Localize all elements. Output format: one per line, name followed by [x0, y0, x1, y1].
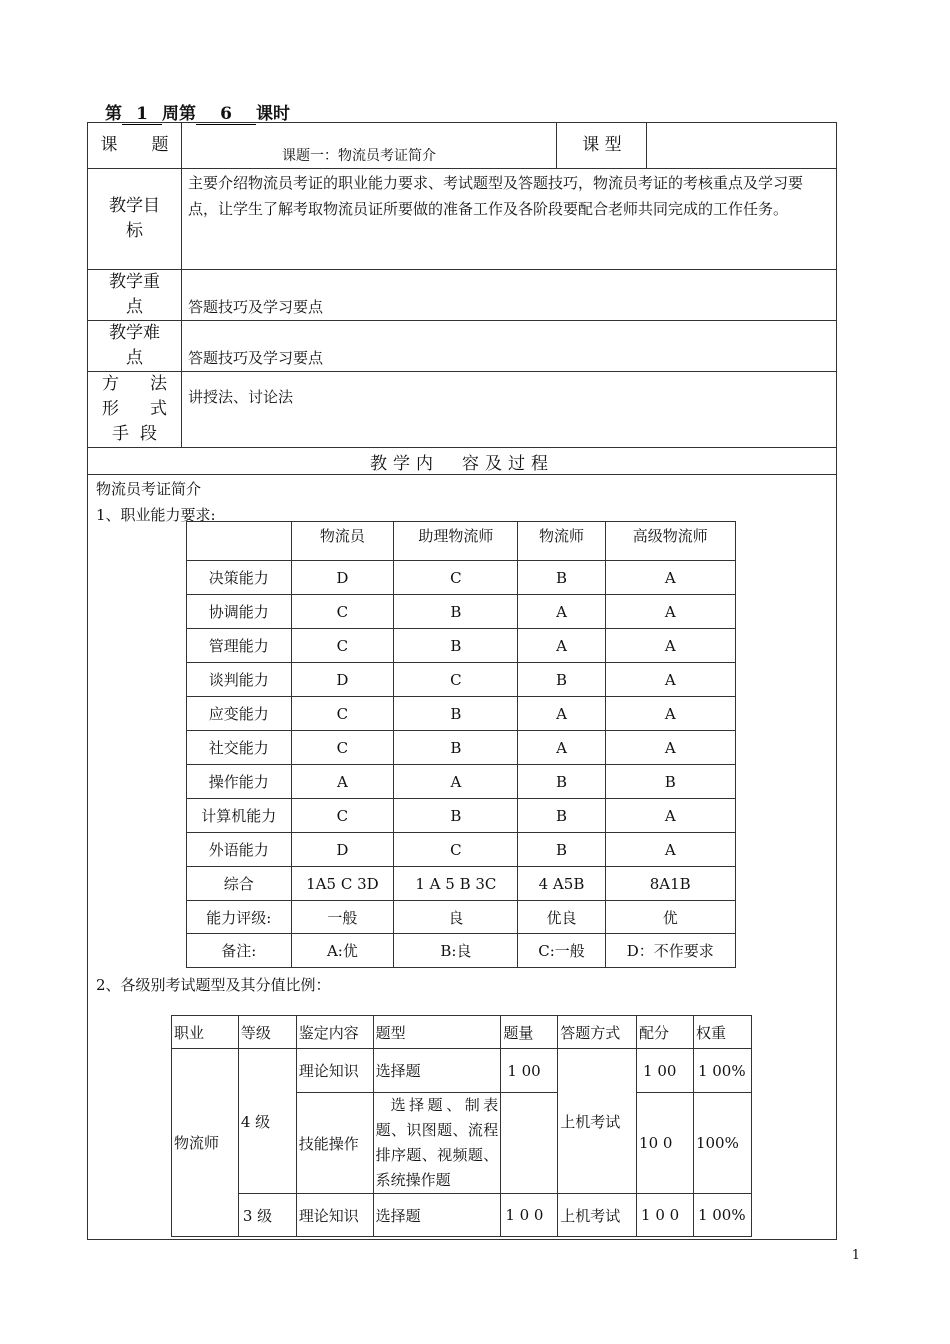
ability-grade-cell: D — [291, 663, 394, 697]
topic-value: 课题一：物流员考证简介 — [181, 123, 557, 169]
exam-weight: 100% — [693, 1093, 751, 1194]
ability-grade-cell: D — [291, 561, 394, 595]
exam-header-cell: 鉴定内容 — [296, 1016, 373, 1049]
ability-grade-cell: C — [394, 561, 518, 595]
ability-grade-cell: B — [518, 833, 605, 867]
exam-header-cell: 答题方式 — [558, 1016, 637, 1049]
ability-grade-cell: A — [605, 561, 736, 595]
section-title-row — [88, 448, 837, 475]
ability-name-cell: 社交能力 — [187, 731, 292, 765]
ability-row — [187, 867, 736, 901]
ability-grade-cell: 8A1B — [605, 867, 736, 901]
ability-grade-cell: A — [518, 731, 605, 765]
ability-grade-cell: A — [291, 765, 394, 799]
ability-grade-cell: B — [605, 765, 736, 799]
ability-grade-cell: C — [291, 629, 394, 663]
ability-grade-cell: C — [291, 731, 394, 765]
method-row — [88, 372, 837, 448]
ability-header-cell: 助理物流师 — [394, 522, 518, 561]
goal-label: 教学目标 — [88, 169, 182, 270]
ability-header-cell — [187, 522, 292, 561]
exam-header-cell: 权重 — [693, 1016, 751, 1049]
ability-grade-cell: B — [394, 629, 518, 663]
ability-header-cell: 高级物流师 — [605, 522, 736, 561]
exam-content: 理论知识 — [296, 1049, 373, 1093]
type-label: 课 型 — [557, 123, 647, 169]
ability-grade-cell: B — [518, 765, 605, 799]
ability-row — [187, 629, 736, 663]
ability-name-cell: 管理能力 — [187, 629, 292, 663]
exam-type: 选择题、制表题、识图题、流程排序题、视频题、系统操作题 — [373, 1093, 501, 1194]
method-label-char: 式 — [149, 399, 167, 419]
ability-name-cell: 外语能力 — [187, 833, 292, 867]
ability-grade-cell: A — [605, 663, 736, 697]
ability-row — [187, 663, 736, 697]
ability-grade-cell: B:良 — [394, 934, 518, 968]
method-value: 讲授法、讨论法 — [181, 372, 836, 448]
topic-label: 课 题 — [88, 123, 182, 169]
ability-name-cell: 应变能力 — [187, 697, 292, 731]
header-text-1: 第 — [105, 104, 122, 124]
exam-qty: 1 0 0 — [501, 1194, 558, 1237]
key-value: 答题技巧及学习要点 — [181, 270, 836, 321]
ability-grade-cell: B — [394, 595, 518, 629]
ability-grade-cell: B — [518, 663, 605, 697]
ability-grade-cell: A — [605, 629, 736, 663]
header-text-2: 周第 — [162, 104, 196, 124]
method-label — [88, 372, 182, 448]
exam-row — [172, 1049, 752, 1093]
ability-grade-cell: C — [291, 799, 394, 833]
ability-grade-cell: 4 A5B — [518, 867, 605, 901]
exam-type: 选择题 — [373, 1049, 501, 1093]
exam-content: 理论知识 — [296, 1194, 373, 1237]
lesson-number: 6 — [196, 104, 256, 125]
ability-grade-cell: A — [605, 697, 736, 731]
ability-row — [187, 765, 736, 799]
ability-grade-cell: B — [394, 697, 518, 731]
goal-value: 主要介绍物流员考证的职业能力要求、考试题型及答题技巧，物流员考证的考核重点及学习要点，让学生了解考取物流员证所要做的准备工作及各阶段要配合老师共同完成的工作任务。 — [181, 169, 836, 270]
ability-name-cell: 计算机能力 — [187, 799, 292, 833]
ability-row — [187, 934, 736, 968]
exam-content: 技能操作 — [296, 1093, 373, 1194]
ability-grade-cell: 1A5 C 3D — [291, 867, 394, 901]
ability-header-row — [187, 522, 736, 561]
exam-level: 4 级 — [238, 1049, 296, 1194]
ability-name-cell: 决策能力 — [187, 561, 292, 595]
ability-name-cell: 谈判能力 — [187, 663, 292, 697]
ability-header-cell: 物流师 — [518, 522, 605, 561]
exam-method: 上机考试 — [558, 1049, 637, 1194]
ability-grade-cell: A — [605, 731, 736, 765]
goal-row — [88, 169, 837, 270]
ability-grade-cell: D：不作要求 — [605, 934, 736, 968]
ability-grade-cell: B — [518, 799, 605, 833]
ability-grade-cell: 一般 — [291, 901, 394, 934]
exam-table — [171, 1015, 752, 1237]
exam-qty: 1 00 — [501, 1049, 558, 1093]
method-label-char: 形 — [102, 399, 119, 419]
exam-qty — [501, 1093, 558, 1194]
exam-type: 选择题 — [373, 1194, 501, 1237]
section-title: 教学内 容及过程 — [88, 448, 837, 475]
method-label-char: 手 — [112, 424, 129, 444]
ability-grade-cell: A — [605, 595, 736, 629]
content-item-2: 2、各级别考试题型及其分值比例： — [96, 976, 331, 994]
exam-score: 1 00 — [637, 1049, 694, 1093]
ability-name-cell: 备注: — [187, 934, 292, 968]
ability-grade-cell: C — [394, 663, 518, 697]
ability-grade-cell: A — [394, 765, 518, 799]
ability-row — [187, 697, 736, 731]
topic-row — [88, 123, 837, 169]
exam-header-row — [172, 1016, 752, 1049]
ability-grade-cell: A — [518, 595, 605, 629]
ability-grade-cell: 优 — [605, 901, 736, 934]
key-label: 教学重点 — [88, 270, 182, 321]
ability-row — [187, 595, 736, 629]
content-item-1: 1、职业能力要求: — [96, 506, 216, 524]
exam-weight: 1 00% — [693, 1194, 751, 1237]
difficulty-row — [88, 321, 837, 372]
ability-grade-cell: A — [605, 833, 736, 867]
ability-grade-cell: 优良 — [518, 901, 605, 934]
type-value — [647, 123, 837, 169]
ability-name-cell: 能力评级: — [187, 901, 292, 934]
exam-score: 10 0 — [637, 1093, 694, 1194]
header-text-3: 课时 — [256, 104, 290, 124]
exam-header-cell: 题量 — [501, 1016, 558, 1049]
method-label-char: 方 — [102, 374, 119, 394]
exam-job: 物流师 — [172, 1049, 239, 1237]
ability-grade-cell: A — [605, 799, 736, 833]
ability-grade-cell: B — [518, 561, 605, 595]
ability-grade-cell: C — [291, 595, 394, 629]
ability-header-cell: 物流员 — [291, 522, 394, 561]
exam-header-cell: 题型 — [373, 1016, 501, 1049]
exam-header-cell: 配分 — [637, 1016, 694, 1049]
ability-grade-cell: 1 A 5 B 3C — [394, 867, 518, 901]
ability-row — [187, 833, 736, 867]
ability-grade-cell: B — [394, 799, 518, 833]
ability-grade-cell: A:优 — [291, 934, 394, 968]
ability-row — [187, 901, 736, 934]
exam-weight: 1 00% — [693, 1049, 751, 1093]
ability-name-cell: 协调能力 — [187, 595, 292, 629]
ability-row — [187, 731, 736, 765]
ability-grade-cell: A — [518, 629, 605, 663]
method-label-char: 法 — [149, 374, 167, 394]
ability-grade-cell: 良 — [394, 901, 518, 934]
week-number: 1 — [122, 104, 162, 125]
exam-row — [172, 1194, 752, 1237]
page-number: 1 — [851, 1248, 860, 1263]
ability-grade-cell: C:一般 — [518, 934, 605, 968]
content-intro: 物流员考证简介 — [96, 480, 202, 498]
ability-table — [186, 521, 736, 968]
ability-grade-cell: A — [518, 697, 605, 731]
exam-score: 1 0 0 — [637, 1194, 694, 1237]
ability-grade-cell: C — [291, 697, 394, 731]
ability-grade-cell: C — [394, 833, 518, 867]
ability-grade-cell: D — [291, 833, 394, 867]
method-label-char: 段 — [139, 424, 157, 444]
exam-header-cell: 等级 — [238, 1016, 296, 1049]
ability-name-cell: 综合 — [187, 867, 292, 901]
ability-row — [187, 799, 736, 833]
ability-name-cell: 操作能力 — [187, 765, 292, 799]
exam-method: 上机考试 — [558, 1194, 637, 1237]
exam-level: 3 级 — [238, 1194, 296, 1237]
ability-row — [187, 561, 736, 595]
exam-header-cell: 职业 — [172, 1016, 239, 1049]
difficulty-value: 答题技巧及学习要点 — [181, 321, 836, 372]
key-row — [88, 270, 837, 321]
difficulty-label: 教学难点 — [88, 321, 182, 372]
ability-grade-cell: B — [394, 731, 518, 765]
